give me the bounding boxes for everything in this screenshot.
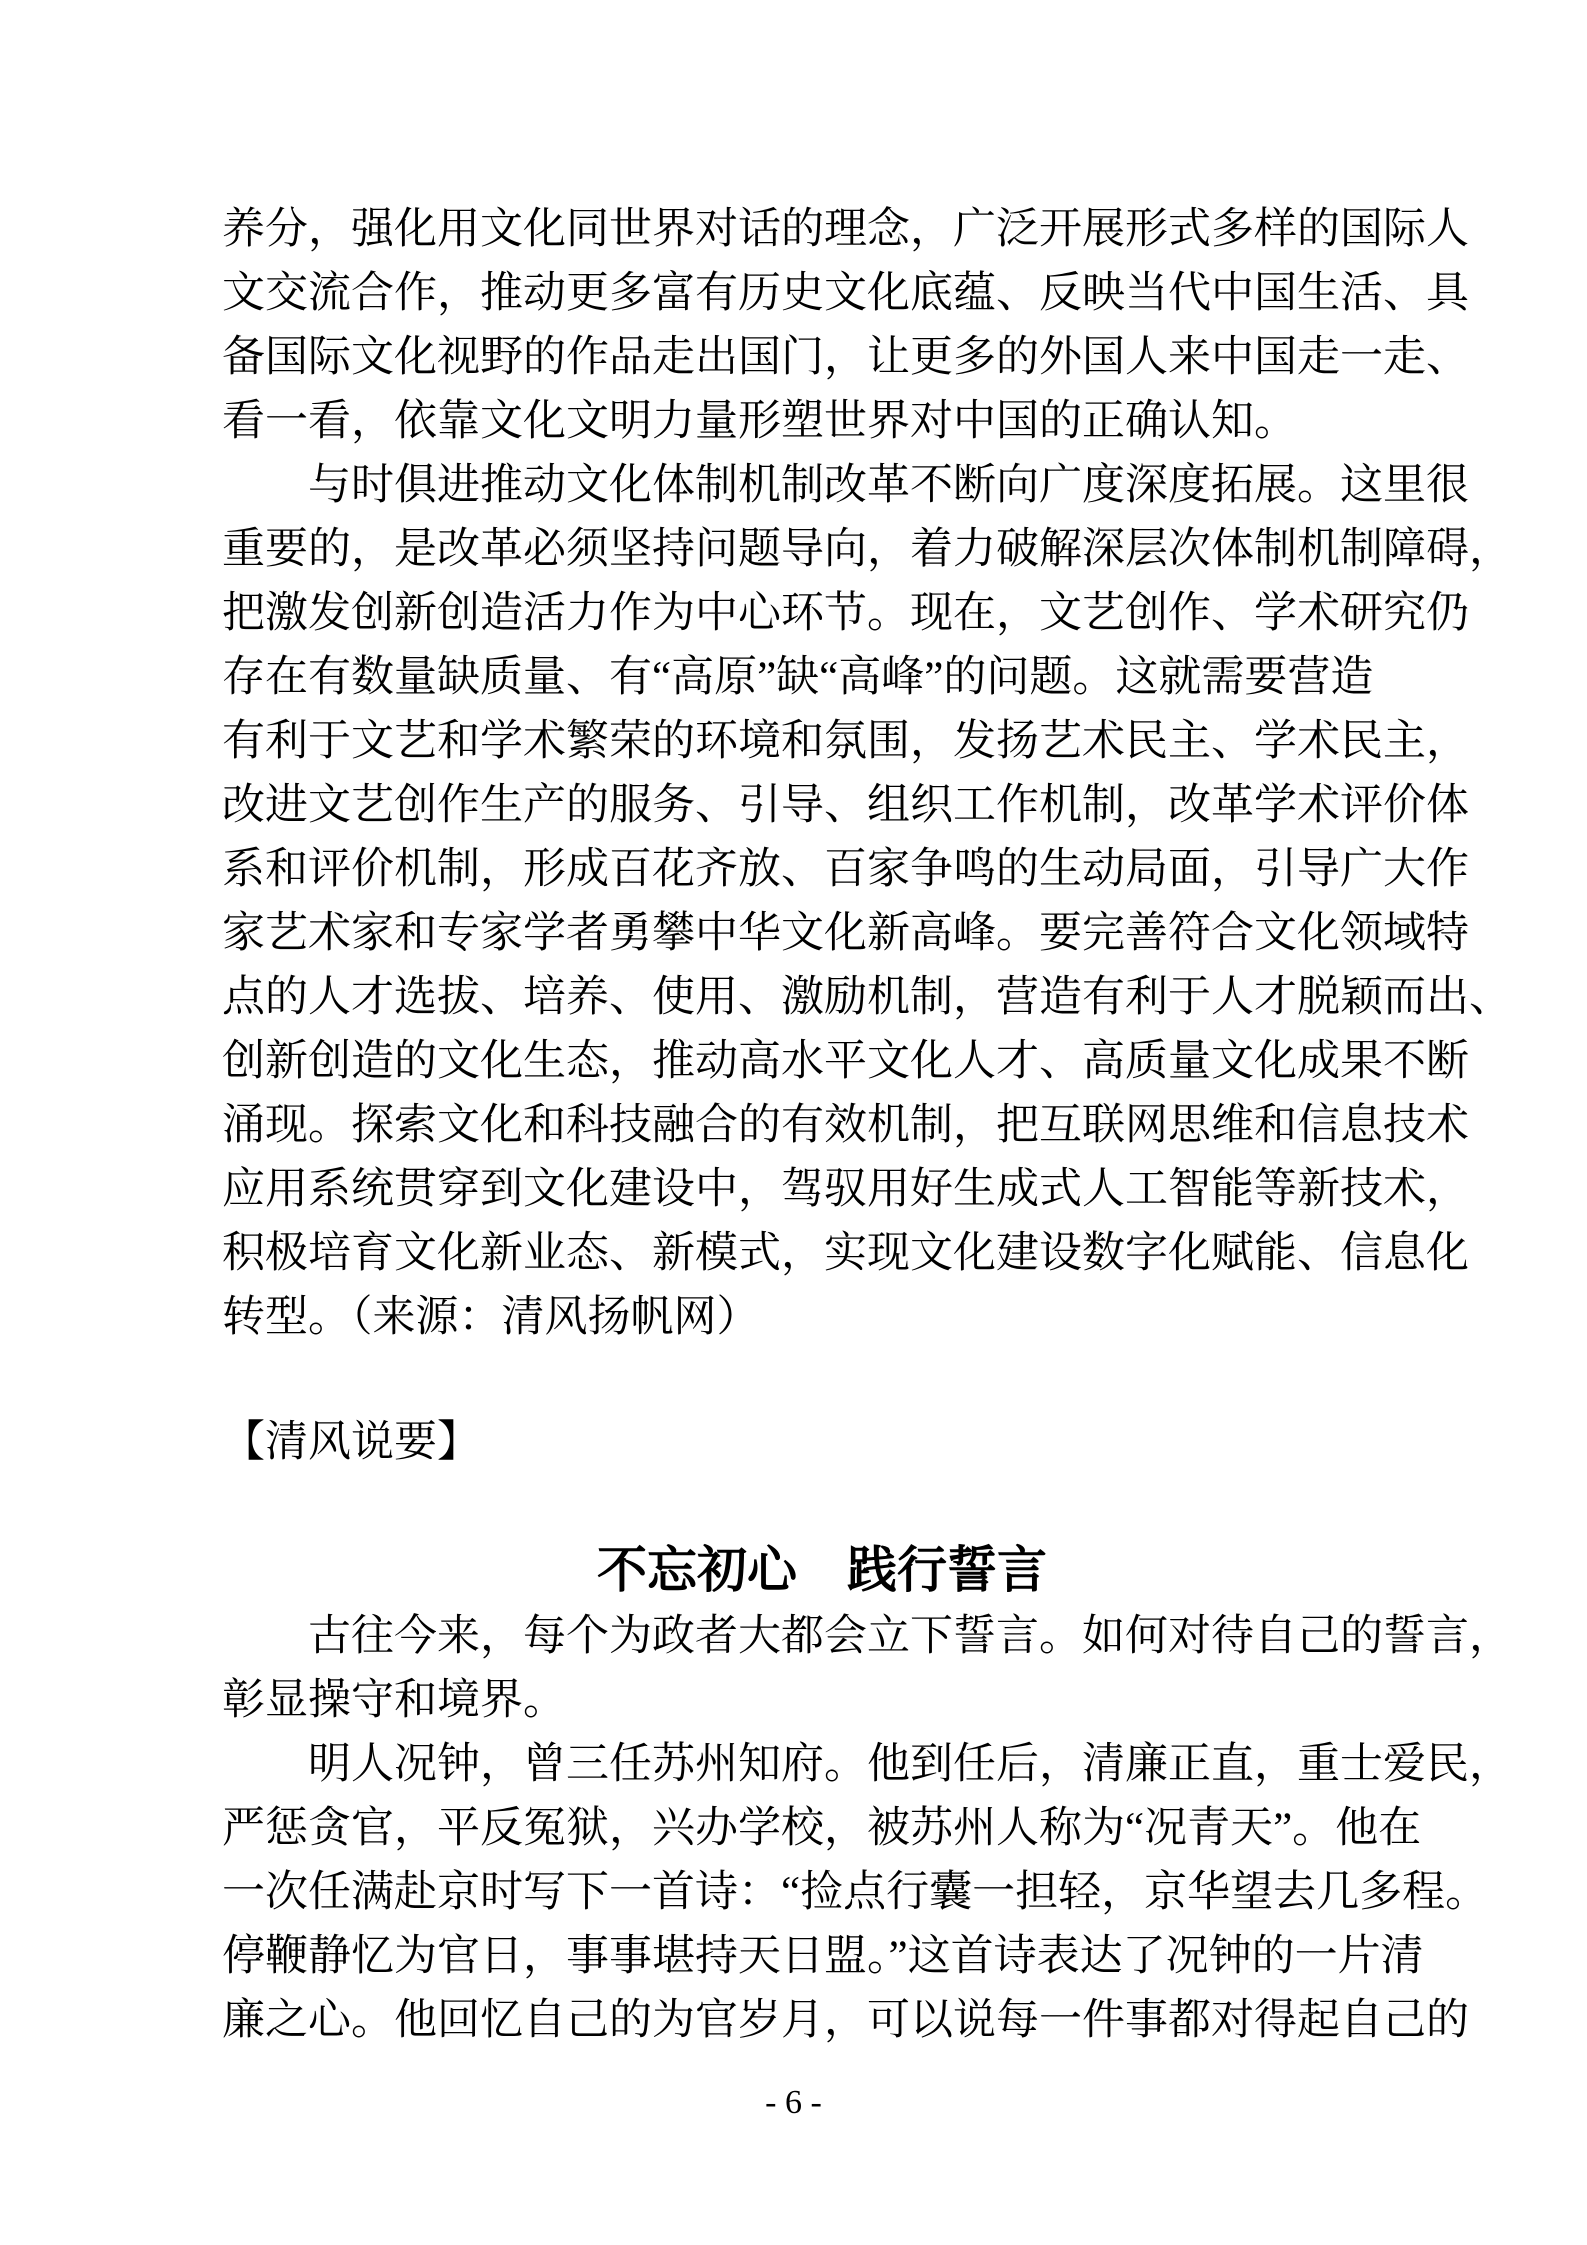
body-line: 明人况钟，曾三任苏州知府。他到任后，清廉正直，重士爱民， <box>222 1741 1512 1788</box>
body-line: 积极培育文化新业态、新模式，实现文化建设数字化赋能、信息化 <box>222 1230 1469 1277</box>
body-line: 养分，强化用文化同世界对话的理念，广泛开展形式多样的国际人 <box>222 206 1469 253</box>
body-line: 创新创造的文化生态，推动高水平文化人才、高质量文化成果不断 <box>222 1038 1469 1085</box>
body-line: 应用系统贯穿到文化建设中，驾驭用好生成式人工智能等新技术， <box>222 1166 1469 1213</box>
body-line: 系和评价机制，形成百花齐放、百家争鸣的生动局面，引导广大作 <box>222 846 1469 893</box>
body-line: 涌现。探索文化和科技融合的有效机制，把互联网思维和信息技术 <box>222 1102 1469 1149</box>
body-line: 彰显操守和境界。 <box>222 1677 566 1724</box>
body-line: 停鞭静忆为官日，事事堪持天日盟。”这首诗表达了况钟的一片清 <box>222 1933 1424 1980</box>
body-line: 家艺术家和专家学者勇攀中华文化新高峰。要完善符合文化领域特 <box>222 910 1469 957</box>
body-line: 转型。（来源：清风扬帆网） <box>222 1294 760 1341</box>
body-line: 严惩贪官，平反冤狱，兴办学校，被苏州人称为“况青天”。他在 <box>222 1805 1422 1852</box>
body-line: 与时俱进推动文化体制机制改革不断向广度深度拓展。这里很 <box>222 462 1469 509</box>
page-number: - 6 - <box>765 2084 822 2121</box>
body-line: 一次任满赴京时写下一首诗：“捡点行囊一担轻，京华望去几多程。 <box>222 1869 1489 1916</box>
body-line: 古往今来，每个为政者大都会立下誓言。如何对待自己的誓言， <box>222 1613 1512 1660</box>
body-line: 改进文艺创作生产的服务、引导、组织工作机制，改革学术评价体 <box>222 782 1469 829</box>
body-line: 备国际文化视野的作品走出国门，让更多的外国人来中国走一走、 <box>222 334 1469 381</box>
body-line: 点的人才选拔、培养、使用、激励机制，营造有利于人才脱颖而出、 <box>222 974 1512 1021</box>
body-line: 文交流合作，推动更多富有历史文化底蕴、反映当代中国生活、具 <box>222 270 1469 317</box>
body-line: 有利于文艺和学术繁荣的环境和氛围，发扬艺术民主、学术民主， <box>222 718 1469 765</box>
article-1-body <box>222 198 1512 1350</box>
article-title: 不忘初心 践行誓言 <box>597 1542 1047 1598</box>
body-line: 存在有数量缺质量、有“高原”缺“高峰”的问题。这就需要营造 <box>222 654 1374 701</box>
article-2-body <box>222 1605 1512 2053</box>
body-line: 看一看，依靠文化文明力量形塑世界对中国的正确认知。 <box>222 398 1297 445</box>
body-line: 廉之心。他回忆自己的为官岁月，可以说每一件事都对得起自己的 <box>222 1997 1469 2044</box>
body-line: 把激发创新创造活力作为中心环节。现在，文艺创作、学术研究仍 <box>222 590 1469 637</box>
section-header: 【清风说要】 <box>222 1419 480 1466</box>
body-line: 重要的，是改革必须坚持问题导向，着力破解深层次体制机制障碍， <box>222 526 1512 573</box>
